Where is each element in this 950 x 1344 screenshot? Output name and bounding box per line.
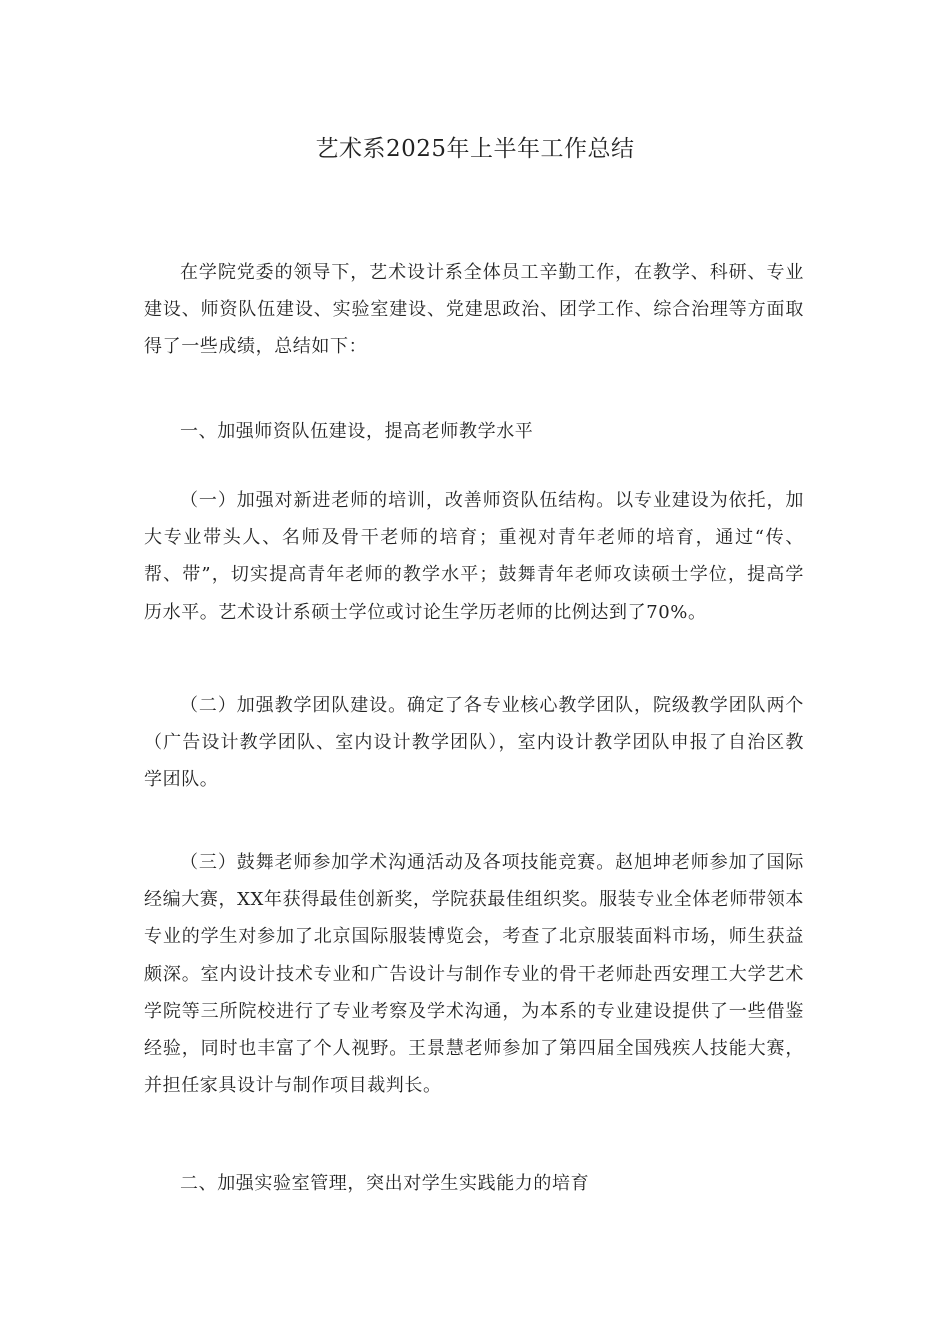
section-1-heading: 一、加强师资队伍建设，提高老师教学水平 (180, 421, 534, 442)
section-1-item-2: （二）加强教学团队建设。确定了各专业核心教学团队，院级教学团队两个（广告设计教学团队、室内设计教学团队），室内设计教学团队申报了自治区教学团队。 (144, 695, 804, 791)
section-1-item-3: （三）鼓舞老师参加学术沟通活动及各项技能竞赛。赵旭坤老师参加了国际经编大赛，XX年获得最佳创新奖，学院获最佳组织奖。服装专业全体老师带领本专业的学生对参加了北京国际服装博览会，考查了北京服装面料市场，师生获益颇深。室内设计技术专业和广告设计与制作专业的骨干老师赴西安理工大学艺术学院等三所院校进行了专业考察及学术沟通，为本系的专业建设提供了一些借鉴经验，同时也丰富了个人视野。王景慧老师参加了第四届全国残疾人技能大赛，并担任家具设计与制作项目裁判长。 (144, 852, 804, 1097)
intro-paragraph: 在学院党委的领导下，艺术设计系全体员工辛勤工作，在教学、科研、专业建设、师资队伍建设、实验室建设、党建思政治、团学工作、综合治理等方面取得了一些成绩，总结如下： (144, 262, 804, 358)
document-title: 艺术系2025年上半年工作总结 (315, 136, 635, 162)
section-2-heading: 二、加强实验室管理，突出对学生实践能力的培育 (180, 1173, 590, 1194)
section-1-item-1: （一）加强对新进老师的培训，改善师资队伍结构。以专业建设为依托，加大专业带头人、名师及骨干老师的培育；重视对青年老师的培育，通过“传、帮、带”，切实提高青年老师的教学水平；鼓舞青年老师攻读硕士学位，提高学历水平。艺术设计系硕士学位或讨论生学历老师的比例达到了70%。 (144, 490, 804, 623)
